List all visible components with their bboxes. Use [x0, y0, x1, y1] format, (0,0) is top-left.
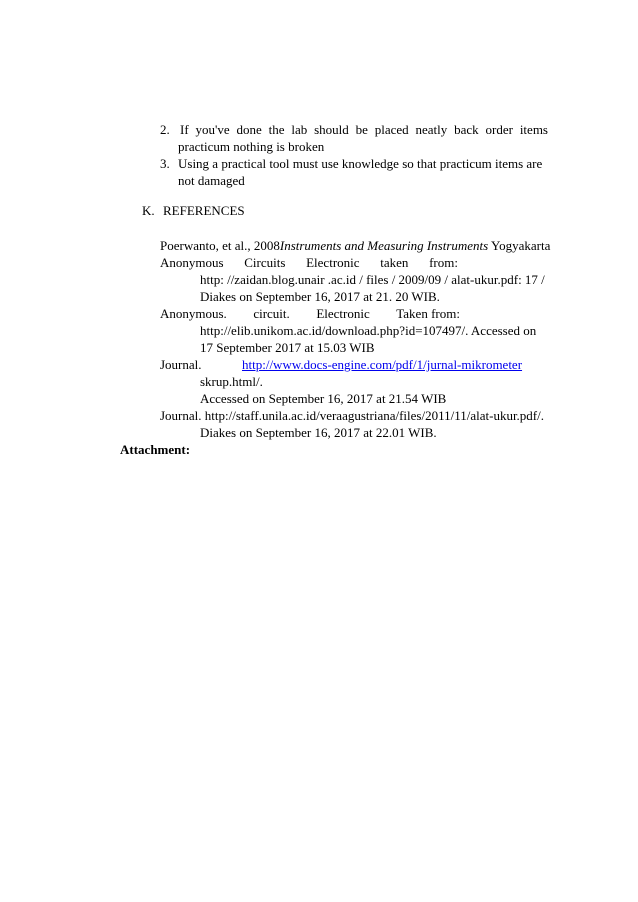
list-number-2: 2.	[160, 122, 170, 137]
reference-3-line1	[160, 306, 460, 322]
reference-2-word: Electronic	[306, 255, 360, 270]
list-number-3: 3.	[160, 156, 170, 171]
attachment-label: Attachment:	[120, 442, 191, 457]
reference-5-line2: Diakes on September 16, 2017 at 22.01 WIB.	[200, 425, 437, 440]
reference-2-word: Anonymous	[160, 255, 224, 270]
reference-2-line3: Diakes on September 16, 2017 at 21. 20 WIB.	[200, 289, 440, 304]
section-letter: K.	[142, 203, 155, 218]
list-item-3-line2: not damaged	[178, 173, 245, 188]
reference-3-word: Taken from:	[396, 306, 460, 321]
reference-1-place: Yogyakarta	[488, 238, 551, 253]
reference-3-word: Electronic	[316, 306, 370, 321]
reference-3-word: Anonymous.	[160, 306, 227, 321]
reference-1-title: Instruments and Measuring Instruments	[279, 238, 489, 253]
reference-2-word: Circuits	[244, 255, 286, 270]
reference-3-line3: 17 September 2017 at 15.03 WIB	[200, 340, 375, 355]
reference-2-line1	[160, 255, 458, 271]
reference-4-line2: skrup.html/.	[200, 374, 263, 389]
reference-1	[160, 238, 550, 254]
reference-4-link[interactable]: http://www.docs-engine.com/pdf/1/jurnal-mikrometer	[242, 357, 523, 372]
list-item-2-line1: If you've done the lab should be placed neatly back order items	[180, 122, 548, 137]
reference-5-line1: Journal. http://staff.unila.ac.id/veraagustriana/files/2011/11/alat-ukur.pdf/.	[160, 408, 545, 423]
reference-4-line3: Accessed on September 16, 2017 at 21.54 WIB	[200, 391, 447, 406]
section-heading: REFERENCES	[163, 203, 245, 218]
reference-2-word: taken	[380, 255, 409, 270]
reference-2-word: from:	[429, 255, 458, 270]
reference-1-author: Poerwanto, et al., 2008	[160, 238, 280, 253]
list-item-3-line1: Using a practical tool must use knowledge so that practicum items are	[178, 156, 543, 171]
reference-4-label: Journal.	[160, 357, 202, 372]
reference-3-line2: http://elib.unikom.ac.id/download.php?id=107497/. Accessed on	[200, 323, 537, 338]
reference-3-word: circuit.	[253, 306, 290, 321]
list-item-2-line2: practicum nothing is broken	[178, 139, 325, 154]
reference-2-line2: http: //zaidan.blog.unair .ac.id / files / 2009/09 / alat-ukur.pdf: 17 /	[200, 272, 545, 287]
